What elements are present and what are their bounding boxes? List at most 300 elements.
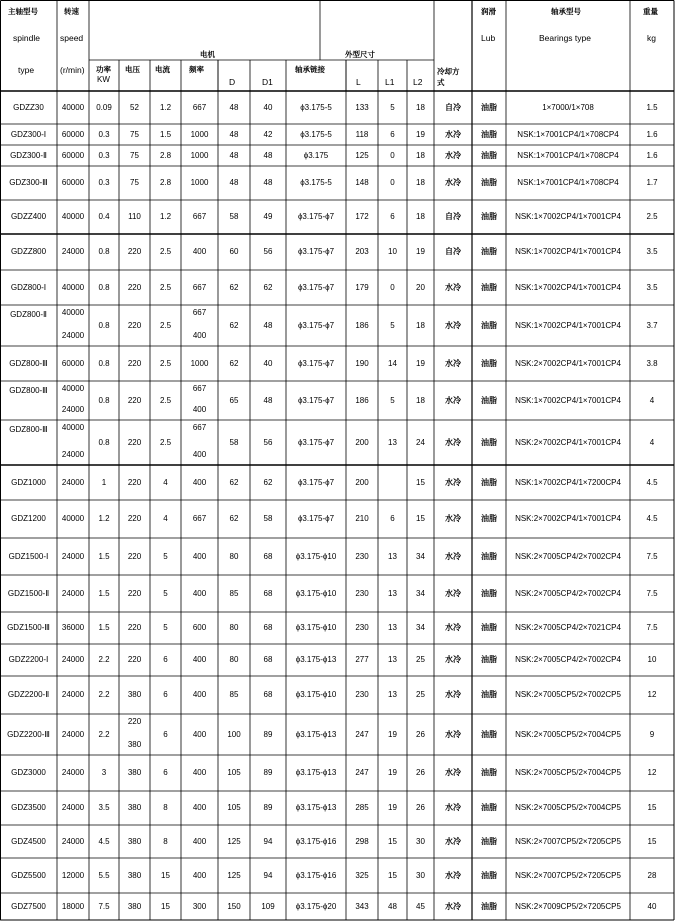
header-lube-en: Lub	[481, 33, 496, 43]
cell-model: GDZ1200	[11, 514, 46, 523]
cell-L: 172	[355, 212, 369, 221]
cell-kw: 1.2	[98, 514, 110, 523]
cell-L2: 25	[416, 655, 425, 664]
cell-cool: 水冷	[445, 870, 461, 880]
cell-kg: 3.7	[646, 320, 658, 330]
cell-hz: 400	[192, 803, 207, 812]
cell-D1: 89	[263, 729, 273, 739]
cell-speed: 12000	[61, 870, 85, 880]
cell-L1: 48	[388, 901, 397, 911]
cell-kw: 0.3	[98, 129, 110, 139]
cell-lube: 油脂	[481, 358, 497, 368]
cell-v: 380	[127, 836, 142, 846]
cell-speed: 24000	[61, 729, 85, 739]
cell-collet: ϕ3.175-ϕ7	[297, 477, 335, 487]
cell-a: 2.5	[159, 437, 172, 447]
cell-D1: 68	[263, 588, 273, 598]
header-dim-D1: D1	[262, 77, 273, 87]
cell-speed: 24000	[61, 477, 85, 487]
cell-D: 85	[229, 588, 239, 598]
cell-collet: ϕ3.175-5	[300, 129, 332, 139]
cell-lube: 油脂	[481, 477, 497, 487]
cell-D1: 42	[263, 129, 273, 139]
cell-v: 220	[127, 437, 142, 447]
cell-cool: 水冷	[445, 150, 461, 160]
cell-D1: 48	[263, 178, 273, 187]
cell-model: GDZ1500-Ⅰ	[8, 551, 49, 561]
cell-L: 343	[355, 901, 369, 911]
cell-lube: 油脂	[481, 655, 497, 664]
cell-model: GDZ5500	[11, 870, 46, 880]
cell-v: 380	[127, 803, 142, 812]
cell-a: 5	[163, 551, 168, 561]
cell-speed2: 24000	[61, 331, 85, 340]
cell-speed: 40000	[61, 308, 85, 317]
header-current-cn: 电流	[155, 65, 170, 74]
cell-L1: 6	[390, 212, 395, 221]
cell-a: 15	[161, 870, 170, 880]
cell-cool: 水冷	[445, 623, 461, 632]
header-dim-D: D	[229, 77, 236, 87]
cell-D1: 58	[263, 514, 273, 523]
cell-kg: 7.5	[646, 623, 658, 632]
cell-kg: 10	[647, 655, 657, 664]
cell-kg: 15	[647, 803, 657, 812]
cell-kg: 40	[647, 901, 657, 911]
cell-hz: 1000	[190, 150, 209, 160]
cell-a: 4	[163, 477, 168, 487]
cell-kg: 2.5	[646, 212, 658, 221]
cell-collet: ϕ3.175-5	[300, 178, 332, 187]
cell-a: 2.8	[159, 178, 172, 187]
cell-bearing: NSK:1×7001CP4/1×708CP4	[517, 129, 619, 139]
cell-a: 2.5	[159, 282, 172, 292]
cell-v: 52	[130, 102, 139, 112]
cell-D1: 68	[263, 690, 273, 699]
header-voltage-cn: 电压	[125, 65, 140, 74]
cell-model: GDZ2200-Ⅲ	[7, 729, 50, 739]
cell-lube: 油脂	[481, 395, 497, 405]
cell-a: 8	[163, 836, 168, 846]
cell-collet: ϕ3.175-ϕ10	[295, 623, 337, 632]
cell-D1: 48	[263, 320, 273, 330]
cell-hz: 400	[192, 870, 207, 880]
header-power-cn: 功率	[96, 65, 111, 74]
cell-D: 125	[227, 870, 241, 880]
cell-cool: 水冷	[445, 803, 461, 812]
header-dim-L: L	[356, 77, 361, 87]
cell-collet: ϕ3.175-ϕ10	[295, 551, 337, 561]
cell-bearing: NSK:2×7007CP5/2×7205CP5	[515, 836, 621, 846]
cell-L2: 18	[416, 395, 425, 405]
cell-L2: 18	[416, 320, 425, 330]
cell-collet: ϕ3.175-ϕ13	[295, 655, 337, 664]
cell-collet: ϕ3.175-ϕ13	[295, 803, 337, 812]
cell-bearing: NSK:2×7002CP4/1×7001CP4	[515, 437, 621, 447]
cell-a: 2.5	[159, 395, 172, 405]
cell-speed: 24000	[61, 655, 85, 664]
cell-D: 105	[227, 768, 241, 777]
cell-hz: 400	[192, 247, 207, 256]
cell-collet: ϕ3.175-ϕ7	[297, 395, 335, 405]
cell-lube: 油脂	[481, 150, 497, 160]
cell-bearing: NSK:2×7005CP4/2×7002CP4	[515, 655, 621, 664]
cell-lube: 油脂	[481, 178, 497, 187]
cell-cool: 水冷	[445, 437, 461, 447]
cell-bearing: NSK:1×7002CP4/1×7001CP4	[515, 320, 621, 330]
header-model-en1: spindle	[13, 33, 40, 43]
cell-L: 186	[355, 395, 369, 405]
cell-D: 62	[229, 282, 239, 292]
cell-speed: 40000	[61, 384, 85, 393]
cell-D: 65	[229, 395, 239, 405]
cell-v: 380	[127, 870, 142, 880]
cell-kw: 2.2	[98, 655, 110, 664]
cell-L2: 19	[416, 129, 425, 139]
cell-L: 203	[355, 247, 369, 256]
cell-kw: 7.5	[98, 901, 110, 911]
cell-speed: 24000	[61, 690, 85, 699]
cell-lube: 油脂	[481, 129, 497, 139]
cell-a: 1.2	[159, 102, 172, 112]
cell-bearing: NSK:2×7005CP4/2×7002CP4	[515, 551, 621, 561]
cell-kg: 1.7	[646, 178, 658, 187]
cell-speed: 40000	[61, 514, 85, 523]
cell-kw: 0.8	[98, 247, 110, 256]
cell-cool: 水冷	[445, 129, 461, 139]
cell-L1: 15	[388, 836, 397, 846]
cell-L2: 19	[416, 247, 425, 256]
cell-kw: 3.5	[98, 803, 110, 812]
cell-v: 75	[130, 129, 139, 139]
cell-a: 15	[161, 901, 170, 911]
cell-collet: ϕ3.175-ϕ16	[295, 870, 337, 880]
cell-v: 380	[127, 901, 142, 911]
cell-speed: 36000	[61, 623, 85, 632]
cell-L2: 26	[416, 768, 425, 777]
cell-model: GDZ1500-Ⅲ	[7, 623, 50, 632]
cell-D1: 89	[263, 768, 273, 777]
cell-L2: 34	[416, 623, 425, 632]
cell-lube: 油脂	[481, 803, 497, 812]
cell-v: 220	[127, 358, 142, 368]
cell-L2: 18	[416, 178, 425, 187]
cell-speed: 24000	[61, 803, 85, 812]
cell-a: 2.8	[159, 150, 172, 160]
cell-D: 60	[229, 247, 239, 256]
header-collet-cn: 轴承链接	[295, 65, 325, 74]
cell-D: 62	[229, 358, 239, 368]
cell-v: 220	[127, 320, 142, 330]
cell-kw: 0.4	[98, 212, 110, 221]
cell-lube: 油脂	[481, 320, 497, 330]
cell-kw: 5.5	[98, 870, 110, 880]
cell-cool: 水冷	[445, 395, 461, 405]
cell-L: 190	[355, 358, 369, 368]
cell-model: GDZ4500	[11, 836, 46, 846]
cell-bearing: NSK:1×7002CP4/1×7200CP4	[515, 477, 621, 487]
cell-cool: 水冷	[445, 551, 461, 561]
cell-a: 6	[163, 768, 168, 777]
cell-kg: 1.6	[646, 150, 658, 160]
cell-L1: 6	[390, 129, 395, 139]
cell-v: 220	[127, 395, 142, 405]
cell-D: 80	[229, 623, 239, 632]
cell-model: GDZ800-Ⅰ	[10, 282, 47, 292]
cell-D1: 56	[263, 247, 273, 256]
cell-L2: 45	[416, 901, 425, 911]
cell-D: 85	[229, 690, 239, 699]
cell-collet: ϕ3.175-ϕ13	[295, 768, 337, 777]
cell-speed: 24000	[61, 247, 85, 256]
cell-L: 285	[355, 803, 369, 812]
cell-D: 58	[229, 437, 239, 447]
cell-collet: ϕ3.175-ϕ7	[297, 437, 335, 447]
cell-D1: 40	[263, 358, 273, 368]
cell-kg: 4	[649, 395, 655, 405]
cell-collet: ϕ3.175-ϕ10	[295, 690, 337, 699]
cell-kw: 0.8	[98, 358, 110, 368]
cell-collet: ϕ3.175-ϕ10	[295, 588, 337, 598]
cell-L1: 13	[388, 437, 397, 447]
header-dim-L2: L2	[413, 77, 423, 87]
cell-speed: 40000	[61, 282, 85, 292]
cell-L2: 20	[416, 282, 425, 292]
cell-D1: 56	[263, 437, 273, 447]
cell-a: 6	[163, 655, 168, 664]
header-bearing-en: Bearings type	[539, 33, 591, 43]
cell-L: 118	[355, 129, 369, 139]
cell-model: GDZ800-Ⅲ	[9, 425, 48, 434]
cell-bearing: NSK:2×7005CP5/2×7002CP5	[515, 690, 621, 699]
cell-lube: 油脂	[481, 437, 497, 447]
cell-model: GDZ300-Ⅲ	[9, 178, 48, 187]
cell-collet: ϕ3.175-ϕ7	[297, 514, 335, 523]
cell-kg: 4.5	[646, 514, 658, 523]
cell-kw: 1	[101, 477, 107, 487]
cell-model: GDZ3000	[11, 768, 46, 777]
cell-model: GDZ800-Ⅱ	[10, 310, 47, 319]
cell-L1: 0	[390, 150, 395, 160]
cell-collet: ϕ3.175-ϕ16	[295, 836, 337, 846]
cell-hz: 400	[192, 729, 207, 739]
cell-cool: 水冷	[445, 690, 461, 699]
cell-lube: 油脂	[481, 768, 497, 777]
cell-bearing: NSK:2×7002CP4/1×7001CP4	[515, 358, 621, 368]
cell-collet: ϕ3.175-ϕ13	[295, 729, 337, 739]
cell-model: GDZZ400	[10, 212, 47, 221]
cell-cool: 自冷	[445, 102, 461, 112]
cell-D: 150	[227, 901, 241, 911]
cell-v: 220	[127, 514, 142, 523]
cell-a: 5	[163, 623, 168, 632]
cell-speed: 24000	[61, 836, 85, 846]
cell-L1: 13	[388, 690, 397, 699]
cell-kw: 1.5	[98, 551, 110, 561]
cell-kg: 4	[649, 437, 655, 447]
cell-speed: 40000	[61, 102, 85, 112]
cell-hz: 400	[192, 768, 207, 777]
cell-collet: ϕ3.175-ϕ7	[297, 358, 335, 368]
cell-D1: 68	[263, 551, 273, 561]
header-weight-unit: kg	[647, 33, 656, 43]
header-speed-cn: 转速	[64, 7, 79, 16]
cell-L1: 13	[388, 623, 397, 632]
cell-hz: 667	[192, 308, 207, 317]
cell-L1: 15	[388, 870, 397, 880]
cell-a: 8	[163, 803, 168, 812]
cell-hz: 667	[192, 212, 207, 221]
cell-v: 220	[127, 717, 142, 726]
cell-kw: 3	[101, 768, 107, 777]
cell-hz: 1000	[190, 358, 209, 368]
cell-L1: 19	[388, 768, 397, 777]
cell-L2: 30	[416, 870, 425, 880]
cell-L: 186	[355, 320, 369, 330]
cell-speed: 60000	[61, 150, 85, 160]
cell-L2: 34	[416, 551, 425, 561]
cell-speed: 24000	[61, 551, 85, 561]
cell-D1: 94	[263, 870, 273, 880]
cell-cool: 水冷	[445, 901, 461, 911]
cell-kg: 12	[647, 690, 657, 699]
cell-lube: 油脂	[481, 102, 497, 112]
cell-speed: 40000	[61, 423, 85, 432]
cell-L: 298	[355, 836, 369, 846]
cell-hz: 400	[192, 477, 207, 487]
cell-a: 6	[163, 690, 168, 699]
cell-model: GDZ800-Ⅲ	[9, 358, 48, 368]
cell-L1: 5	[390, 102, 395, 112]
cell-model: GDZ300-Ⅱ	[10, 150, 47, 160]
cell-lube: 油脂	[481, 870, 497, 880]
cell-D: 48	[229, 129, 239, 139]
cell-kw: 2.2	[98, 690, 110, 699]
cell-hz: 1000	[190, 129, 209, 139]
cell-kw: 0.3	[98, 150, 110, 160]
cell-D1: 68	[263, 655, 273, 664]
cell-model: GDZ300-Ⅰ	[10, 129, 47, 139]
cell-D: 48	[229, 102, 239, 112]
cell-D1: 62	[263, 477, 273, 487]
cell-lube: 油脂	[481, 247, 497, 256]
cell-a: 6	[163, 729, 168, 739]
cell-kw: 0.09	[96, 102, 112, 112]
cell-cool: 自冷	[445, 247, 461, 256]
cell-kg: 3.5	[646, 247, 658, 256]
cell-bearing: NSK:2×7007CP5/2×7205CP5	[515, 870, 621, 880]
cell-L: 325	[355, 870, 369, 880]
header-speed-unit: (r/min)	[60, 65, 85, 75]
header-bearing-cn: 轴承型号	[551, 7, 581, 16]
cell-kw: 0.8	[98, 437, 110, 447]
cell-a: 5	[163, 588, 168, 598]
cell-collet: ϕ3.175-ϕ7	[297, 247, 335, 256]
cell-D: 80	[229, 655, 239, 664]
cell-D: 62	[229, 320, 239, 330]
cell-bearing: NSK:1×7001CP4/1×708CP4	[517, 178, 619, 187]
cell-L2: 15	[416, 514, 425, 523]
cell-v2: 380	[127, 740, 142, 749]
cell-bearing: NSK:2×7005CP5/2×7004CP5	[515, 768, 621, 777]
cell-collet: ϕ3.175-ϕ7	[297, 282, 335, 292]
cell-D1: 40	[263, 102, 273, 112]
cell-collet: ϕ3.175-ϕ7	[297, 212, 335, 221]
cell-hz: 667	[192, 423, 207, 432]
cell-L: 210	[355, 514, 369, 523]
cell-a: 2.5	[159, 358, 172, 368]
cell-speed: 60000	[61, 358, 85, 368]
cell-hz: 400	[192, 836, 207, 846]
cell-D1: 68	[263, 623, 273, 632]
cell-L: 230	[355, 623, 369, 632]
cell-model: GDZZ30	[13, 102, 44, 112]
cell-model: GDZZ800	[10, 247, 47, 256]
cell-hz: 600	[192, 623, 207, 632]
cell-L2: 30	[416, 836, 425, 846]
cell-kg: 1.6	[646, 129, 658, 139]
cell-D: 125	[227, 836, 241, 846]
cell-hz2: 400	[192, 405, 207, 414]
cell-lube: 油脂	[481, 514, 497, 523]
cell-cool: 水冷	[445, 514, 461, 523]
cell-L2: 25	[416, 690, 425, 699]
cell-D: 62	[229, 514, 239, 523]
cell-L: 277	[355, 655, 369, 664]
cell-lube: 油脂	[481, 588, 497, 598]
cell-kg: 28	[647, 870, 657, 880]
cell-speed: 40000	[61, 212, 85, 221]
cell-L2: 24	[416, 437, 425, 447]
cell-hz: 667	[192, 282, 207, 292]
cell-kw: 0.3	[98, 178, 110, 187]
cell-D: 105	[227, 803, 241, 812]
cell-cool: 水冷	[445, 768, 461, 777]
cell-D1: 109	[261, 901, 275, 911]
cell-bearing: NSK:2×7005CP5/2×7004CP5	[515, 803, 621, 812]
header-speed-en: speed	[60, 33, 84, 43]
cell-v: 220	[127, 282, 142, 292]
cell-bearing: NSK:1×7002CP4/1×7001CP4	[515, 212, 621, 221]
cell-v: 220	[127, 247, 142, 256]
cell-hz: 400	[192, 690, 207, 699]
cell-L1: 13	[388, 588, 397, 598]
cell-bearing: NSK:2×7005CP4/2×7021CP4	[515, 623, 621, 632]
cell-hz: 400	[192, 655, 207, 664]
cell-L1: 10	[388, 247, 397, 256]
cell-D1: 48	[263, 150, 273, 160]
cell-v: 75	[130, 150, 139, 160]
cell-L2: 15	[416, 477, 425, 487]
header-power-unit: KW	[97, 75, 110, 84]
cell-speed2: 24000	[61, 450, 85, 459]
cell-bearing: 1×7000/1×708	[542, 102, 594, 112]
cell-L2: 19	[416, 358, 425, 368]
header-model-en2: type	[18, 65, 35, 75]
cell-collet: ϕ3.175-ϕ20	[295, 901, 337, 911]
cell-bearing: NSK:1×7001CP4/1×708CP4	[517, 150, 619, 160]
cell-L1: 19	[388, 729, 397, 739]
cell-collet: ϕ3.175-5	[300, 102, 332, 112]
cell-v: 220	[127, 623, 142, 632]
cell-cool: 水冷	[445, 358, 461, 368]
cell-hz: 400	[192, 551, 207, 561]
cell-speed: 24000	[61, 588, 85, 598]
cell-a: 4	[163, 514, 168, 523]
cell-hz2: 400	[192, 450, 207, 459]
cell-L: 200	[355, 477, 369, 487]
cell-cool: 水冷	[445, 320, 461, 330]
